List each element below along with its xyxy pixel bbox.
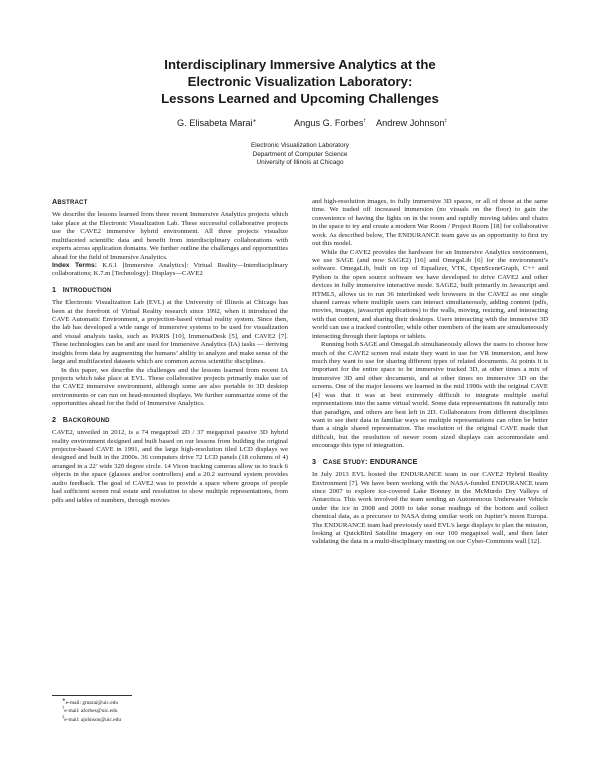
footnote-1: ∗e-mail: gmarai@uic.edu <box>62 697 119 706</box>
section-3-heading: 3 CASE STUDY: ENDURANCE <box>312 456 418 466</box>
abstract-text: We describe the lessons learned from three recent Immersive Analytics projects which take place at the Electronic Visualization Lab. These successful collaborative projects use the CAVE2 immersive hybrid environment. All three projects visualize multifaceted scientific data and benefit from interdisciplinary collaborations with experts across application domains. We further outline the challenges and opportunities ahead for the field of Immersive Analytics. <box>52 211 288 261</box>
title-line-1: Interdisciplinary Immersive Analytics at the <box>164 57 436 72</box>
background-paragraph-4: Running both SAGE and OmegaLib simultaneously allows the users to choose how much of the CAVE2 screen real estate they want to use for VR immersion, and how much they want to use for sharing different types of related documents. At points it is important for the entire space to be immersive tracked 3D, at other times a mix of immersive 3D and other documents, and at other times no immersive 3D on the screens. One of the major lessons we learned in the mid 1990s with the original CAVE [4] was that it was at best extremely difficult to integrate multiple useful representations into the same virtual world. Some data representations fit naturally into that paradigm, and others are best left in 2D. Collaborators from different disciplines want to see their data in familiar ways so multiple representations can often be better than a single shared representation. The resolution of the original CAVE made that difficult, but the resolution of newer room sized displays can accommodate and encourage this type of integration. <box>312 341 548 450</box>
author-1: G. Elisabeta Marai∗ <box>177 117 257 128</box>
footnote-2: †e-mail: aforbes@uic.edu <box>62 705 118 715</box>
affiliation-university: University of Illinois at Chicago <box>256 159 344 166</box>
section-1-heading: 1 INTRODUCTION <box>52 284 112 294</box>
author-3: Andrew Johnson‡ <box>376 117 447 128</box>
section-2-heading: 2 BACKGROUND <box>52 414 110 424</box>
case-study-paragraph-1: In July 2013 EVL hosted the ENDURANCE team in our CAVE2 Hybrid Reality Environment [7]. We have been working with the NASA-funded ENDURANCE team since 2007 to explore ice-covered Lake Bonney in the McMurdo Dry Valleys of Antarctica. This work involved the team sending an Autonomous Underwater Vehicle under the ice in 2008 and 2009 to take sonar readings of the bottom and collect chemical data, as a precursor to NASA doing similar work on Jupiter’s moon Europa. The ENDURANCE team had previously used EVL’s large displays to plan the mission, looking at QuickBird Satellite imagery on our 100 megapixel wall, and then later validating the data in a multi-disciplinary meeting on our Cyber-Commons wall [12]. <box>312 471 548 546</box>
background-paragraph-3: While the CAVE2 provides the hardware for an Immersive Analytics environment, we use SAGE (and now SAGE2) [16] and OmegaLib [6] for the environment’s software. OmegaLib, built on top of Equalizer, VTK, OpenSceneGraph, C++ and Python is the open source software we have developed to drive CAVE2 and other devices in fully immersive interactive mode. SAGE2, built primarily in Javascript and HTML5, allows us to run 36 interlinked web browsers in the CAVE2 as one single shared canvas where multiple users can interact simultaneously, adding content (pdfs, movies, images, javascript applications) to the walls, moving, resizing, and interacting with that content, and sharing their desktops. Users interacting with the immersive 3D world can use a tracked controller, while other members of the team are simultaneously interacting through their laptops or tablets. <box>312 248 548 340</box>
title-line-3: Lessons Learned and Upcoming Challenges <box>161 91 439 106</box>
footnote-3: ‡e-mail: ajohnson@uic.edu <box>62 714 122 723</box>
right-column <box>312 198 548 547</box>
affiliation-lab: Electronic Visualization Laboratory <box>251 142 349 149</box>
paper-title <box>0 56 600 107</box>
abstract-heading: ABSTRACT <box>52 197 88 206</box>
background-paragraph-1: CAVE2, unveiled in 2012, is a 74 megapixel 2D / 37 megapixel passive 3D hybrid reality environment designed and built based on our lessons from building the original projector-based CAVE in 1991, and the large high-resolution tiled LCD displays we designed and built in the 2000s. 36 computers drive 72 LCD panels (18 columns of 4) arranged in a 22’ wide 320 degree circle. 14 Vicon tracking cameras allow us to track 6 objects in the space (glasses and/or controllers) and a 20.2 surround system provides audio feedback. The goal of CAVE2 was to provide a space where groups of people had sufficient screen real estate and resolution to show multiple representations, from pdfs and tables of numbers, through movies <box>52 429 288 504</box>
intro-paragraph-2: In this paper, we describe the challenges and the lessons learned from recent IA projects which take place at EVL. These collaborative projects primarily make use of the CAVE2 immersive environment, although some are also portable to 3D desktop environments or can run on head-mounted displays. We further summarize some of the opportunities ahead for the field of Immersive Analytics. <box>52 366 288 408</box>
affiliation-dept: Department of Computer Science <box>252 150 348 158</box>
affiliation <box>0 142 600 168</box>
footnotes <box>52 695 202 724</box>
title-line-2: Electronic Visualization Laboratory: <box>187 74 413 89</box>
left-column <box>52 198 288 505</box>
background-paragraph-2: and high-resolution images, to fully immersive 3D spaces, or all of those at the same time. We traded off increased immersion (no visuals on the floor) to gain the convenience of having the lights on in the room and rapidly moving tables and chairs in the space to try and create a modern War Room / Project Room [18] for collaborative work. As described below, The ENDURANCE team gave us an opportunity to first try out this model. <box>312 198 548 248</box>
intro-paragraph-1: The Electronic Visualization Lab (EVL) at the University of Illinois at Chicago has been at the forefront of Virtual Reality research since 1992, when it introduced the CAVE Automatic Environment, a projection-based virtual reality system. Since then, the lab has developed a wide range of immersive systems to be used for visualization and visual analysis tasks, such as PARIS [10], ImmersaDesk [5], and CAVE2 [7]. These technologies can be and are used for Immersive Analytics (IA) tasks — deriving insights from data by augmenting the humans’ ability to analyze and make sense of the large and multifaceted datasets which are common across scientific disciplines. <box>52 299 288 366</box>
footnote-rule <box>52 695 132 696</box>
author-2: Angus G. Forbes† <box>294 117 366 128</box>
index-terms: Index Terms: K.6.1 [Immersive Analytics]: Virtual Reality—Interdisciplinary collaborations; K.7.m [Technology]: Displays—CAVE2 <box>52 261 288 278</box>
